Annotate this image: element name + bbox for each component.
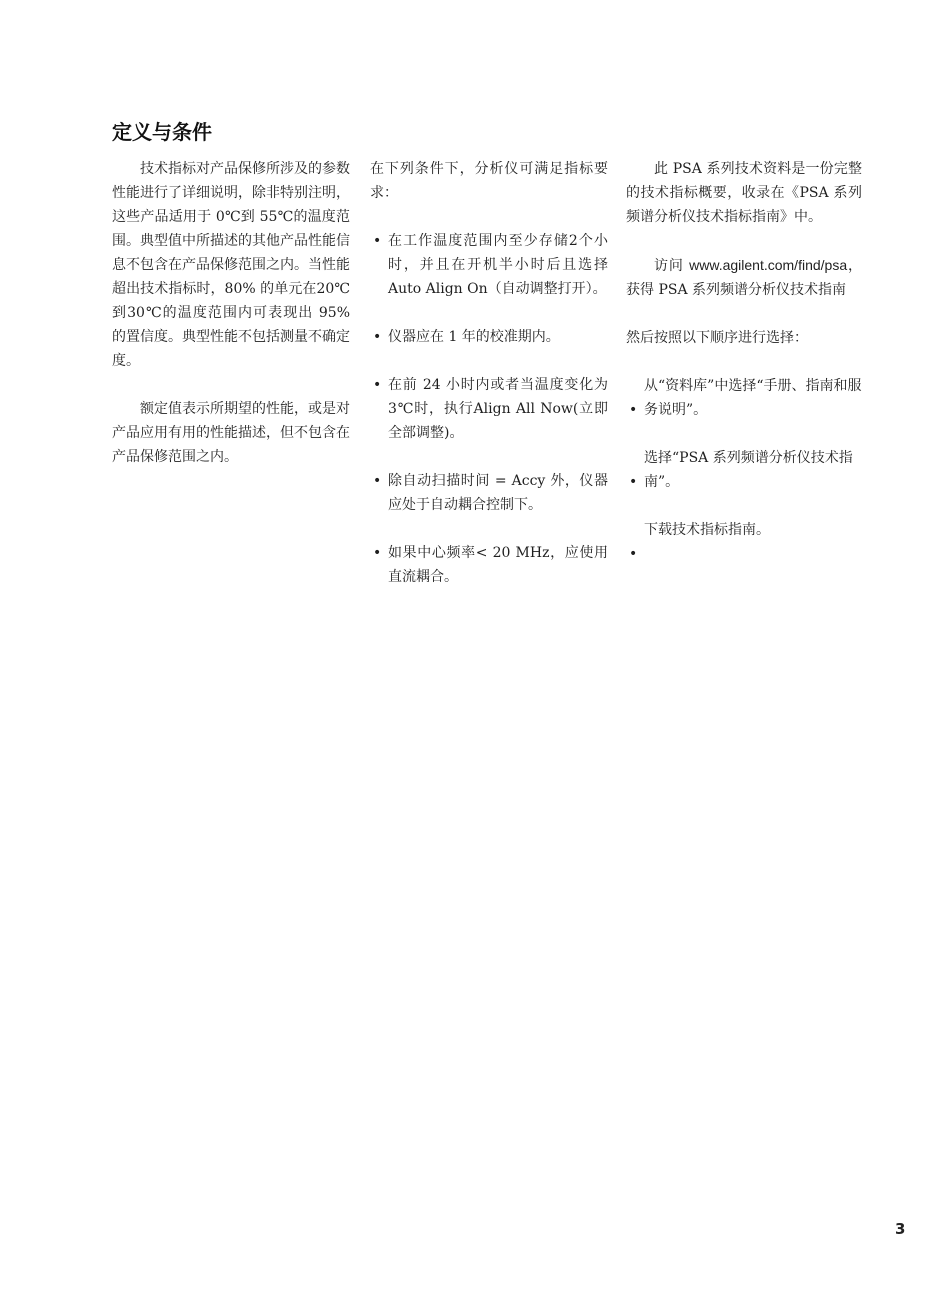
page-number: 3 bbox=[895, 1220, 906, 1238]
summary-paragraph: 此 PSA 系列技术资料是一份完整的技术指标概要，收录在《PSA 系列频谱分析仪技术指标指南》中。 bbox=[626, 161, 862, 225]
selection-intro: 然后按照以下顺序进行选择： bbox=[626, 330, 808, 346]
bullet-icon: • bbox=[629, 474, 638, 490]
bullet-icon: • bbox=[373, 377, 382, 393]
list-item-text: 在前 24 小时内或者当温度变化为3℃时，执行Align All Now(立即全部调整)。 bbox=[388, 377, 608, 441]
list-item bbox=[370, 229, 608, 301]
agilent-link[interactable]: www.agilent.com/find/psa bbox=[689, 257, 848, 273]
list-item bbox=[370, 325, 608, 349]
step-item bbox=[626, 518, 862, 562]
list-item bbox=[370, 469, 608, 517]
list-item-text: 除自动扫描时间 = Accy 外，仪器应处于自动耦合控制下。 bbox=[388, 473, 608, 513]
list-item-text: 仪器应在 1 年的校准期内。 bbox=[388, 329, 560, 345]
step-text: 选择“PSA 系列频谱分析仪技术指南”。 bbox=[644, 450, 853, 490]
visit-paragraph bbox=[626, 253, 862, 302]
nominal-values-paragraph: 额定值表示所期望的性能，或是对产品应用有用的性能描述，但不包含在产品保修范围之内。 bbox=[112, 401, 350, 465]
bullet-icon: • bbox=[373, 473, 382, 489]
bullet-icon: • bbox=[373, 233, 382, 249]
bullet-icon: • bbox=[629, 546, 638, 562]
list-item bbox=[370, 541, 608, 589]
step-text: 下载技术指标指南。 bbox=[644, 522, 770, 538]
column-more-info bbox=[626, 157, 862, 566]
bullet-icon: • bbox=[373, 329, 382, 345]
visit-prefix: 访问 bbox=[654, 258, 690, 274]
step-text: 从“资料库”中选择“手册、指南和服务说明”。 bbox=[644, 378, 862, 418]
page-title: 定义与条件 bbox=[112, 120, 212, 144]
list-item-text: 如果中心频率< 20 MHz，应使用直流耦合。 bbox=[388, 545, 608, 585]
conditions-list bbox=[370, 229, 608, 589]
visit-suffix: ，获得 PSA 系列频谱分析仪技术指南 bbox=[626, 258, 863, 298]
conditions-intro: 在下列条件下，分析仪可满足指标要求： bbox=[370, 161, 608, 201]
step-item bbox=[626, 446, 862, 494]
bullet-icon: • bbox=[373, 545, 382, 561]
column-conditions bbox=[370, 157, 608, 613]
specifications-paragraph: 技术指标对产品保修所涉及的参数性能进行了详细说明，除非特别注明，这些产品适用于 0℃到 55℃的温度范围。典型值中所描述的其他产品性能信息不包含在产品保修范围之内。当性能超出技术指标时，80% 的单元在20℃到30℃的温度范围内可表现出 95% 的置信度。典型性能不包括测量不确定度。 bbox=[112, 161, 350, 369]
list-item-text: 在工作温度范围内至少存储2个小时，并且在开机半小时后且选择 Auto Align On（自动调整打开）。 bbox=[388, 233, 608, 297]
list-item bbox=[370, 373, 608, 445]
step-item bbox=[626, 374, 862, 422]
column-definitions bbox=[112, 157, 350, 493]
bullet-icon: • bbox=[629, 402, 638, 418]
